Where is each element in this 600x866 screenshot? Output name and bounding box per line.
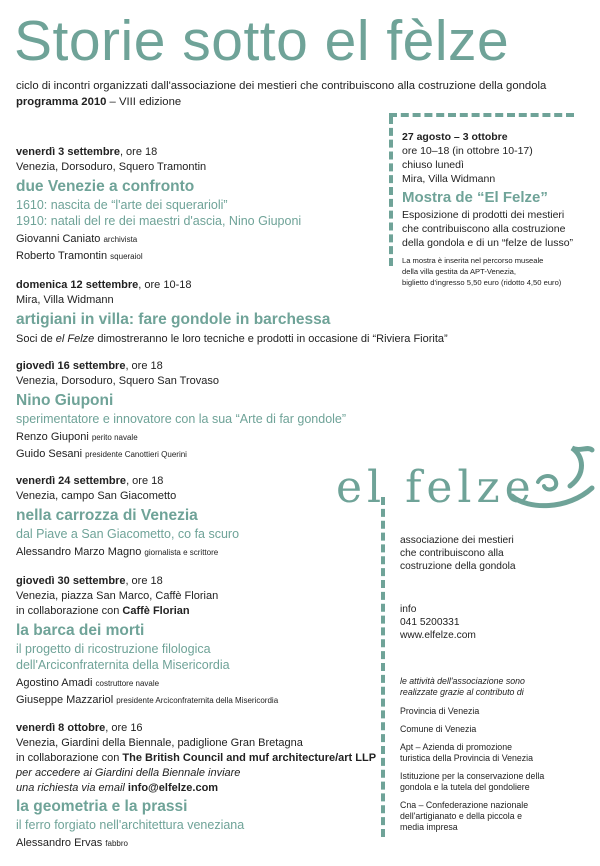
sponsor-item: Cna – Confederazione nazionale dell'artigianato e della piccola e media impresa (400, 800, 529, 832)
event-subtitle: sperimentatore e innovatore con la sua “Arte di far gondole” (16, 412, 347, 426)
association-description: associazione dei mestieri che contribuiscono alla costruzione della gondola (400, 535, 516, 572)
speaker: Renzo Giuponi perito navale (16, 431, 138, 443)
contact-web[interactable]: www.elfelze.com (400, 630, 476, 641)
el-felze-logo (336, 444, 596, 524)
contact-info (400, 603, 476, 642)
contact-phone: 041 5200331 (400, 617, 460, 628)
exhibition-place: Mira, Villa Widmann (402, 173, 496, 185)
exhibition-hours: ore 10–18 (in ottobre 10-17) (402, 145, 533, 157)
page-subtitle: ciclo di incontri organizzati dall'associazione dei mestieri che contribuiscono alla costruzione della gondola (16, 80, 547, 92)
event-note: per accedere ai Giardini della Biennale inviare (16, 767, 241, 779)
sponsor-item: Istituzione per la conservazione della gondola e la tutela del gondoliere (400, 771, 545, 792)
event-title: nella carrozza di Venezia (16, 507, 198, 524)
event-place: Venezia, Giardini della Biennale, padiglione Gran Bretagna (16, 737, 303, 749)
event-subtitle: 1610: nascita de “l'arte dei squerarioli” (16, 198, 228, 212)
event-title: due Venezie a confronto (16, 178, 195, 195)
contact-label: info (400, 604, 417, 615)
speaker: Giuseppe Mazzariol presidente Arciconfraternita della Misericordia (16, 694, 279, 706)
event-collaboration: in collaborazione con The British Council and muf architecture/art LLP (16, 752, 377, 764)
event-title: artigiani in villa: fare gondole in barchessa (16, 311, 331, 328)
event-date: venerdì 24 settembre, ore 18 (16, 475, 164, 487)
event-subtitle: dal Piave a San Giacometto, co fa scuro (16, 527, 240, 541)
email-link[interactable]: info@elfelze.com (127, 782, 219, 794)
speaker: Roberto Tramontin squeraiol (16, 250, 143, 262)
event-place: Venezia, piazza San Marco, Caffè Florian (16, 590, 219, 602)
exhibition-box (402, 130, 592, 288)
event-description: Soci de el Felze dimostreranno le loro tecniche e prodotti in occasione di “Riviera Fiorita” (16, 333, 448, 345)
sponsor-credits (400, 676, 595, 840)
page-title: Storie sotto el fèlze (14, 9, 510, 73)
exhibition-closed: chiuso lunedì (402, 159, 464, 171)
exhibition-dates: 27 agosto – 3 ottobre (402, 131, 508, 143)
dashed-border-top (389, 113, 574, 117)
event-place: Venezia, Dorsoduro, Squero Tramontin (16, 161, 207, 173)
event-date: venerdì 8 ottobre, ore 16 (16, 722, 143, 734)
event-note: una richiesta via email info@elfelze.com (16, 782, 219, 794)
event-subtitle: 1910: natali del re dei maestri d'ascia, Nino Giuponi (16, 214, 302, 228)
credits-intro: le attività dell'associazione sono realizzate grazie al contributo di (400, 676, 525, 697)
speaker: Giovanni Caniato archivista (16, 233, 138, 245)
event-place: Venezia, Dorsoduro, Squero San Trovaso (16, 375, 220, 387)
edition-label: – VIII edizione (106, 96, 182, 108)
speaker: Alessandro Marzo Magno giornalista e scrittore (16, 546, 219, 558)
exhibition-note: La mostra è inserita nel percorso museale della villa gestita da APT-Venezia, biglietto d'ingresso 5,50 euro (ridotto 4,50 euro) (402, 256, 562, 287)
event-date: giovedì 30 settembre, ore 18 (16, 575, 163, 587)
logo-text: el felze (336, 462, 536, 513)
event-title: Nino Giuponi (16, 392, 114, 409)
sponsor-item: Comune di Venezia (400, 724, 477, 734)
gondola-ferro-icon (508, 444, 598, 516)
edition-line (16, 96, 181, 108)
sponsor-item: Provincia di Venezia (400, 706, 480, 716)
exhibition-title: Mostra de “El Felze” (402, 189, 548, 206)
programme-label: programma 2010 (16, 96, 107, 108)
event-date: domenica 12 settembre, ore 10-18 (16, 279, 192, 291)
speaker: Alessandro Ervas fabbro (16, 837, 128, 849)
event-subtitle: il ferro forgiato nell'architettura veneziana (16, 818, 245, 832)
event-subtitle: dell'Arciconfraternita della Misericordia (16, 658, 230, 672)
exhibition-desc: della gondola e di un “felze de lusso” (402, 237, 574, 249)
speaker: Agostino Amadi costruttore navale (16, 677, 160, 689)
event-title: la geometria e la prassi (16, 798, 188, 815)
dashed-border-bottom (381, 497, 385, 837)
exhibition-desc: che contribuiscono alla costruzione (402, 223, 566, 235)
event-subtitle: il progetto di ricostruzione filologica (16, 642, 211, 656)
event-date: venerdì 3 settembre, ore 18 (16, 146, 158, 158)
exhibition-desc: Esposizione di prodotti dei mestieri (402, 209, 565, 221)
event-date: giovedì 16 settembre, ore 18 (16, 360, 163, 372)
sponsor-item: Apt – Azienda di promozione turistica della Provincia di Venezia (400, 742, 534, 763)
speaker: Guido Sesani presidente Canottieri Querini (16, 448, 187, 460)
event-collaboration: in collaborazione con Caffè Florian (16, 605, 190, 617)
event-2 (16, 278, 586, 347)
event-place: Mira, Villa Widmann (16, 294, 114, 306)
event-title: la barca dei morti (16, 622, 145, 639)
dashed-border-left (389, 116, 393, 266)
event-place: Venezia, campo San Giacometto (16, 490, 177, 502)
